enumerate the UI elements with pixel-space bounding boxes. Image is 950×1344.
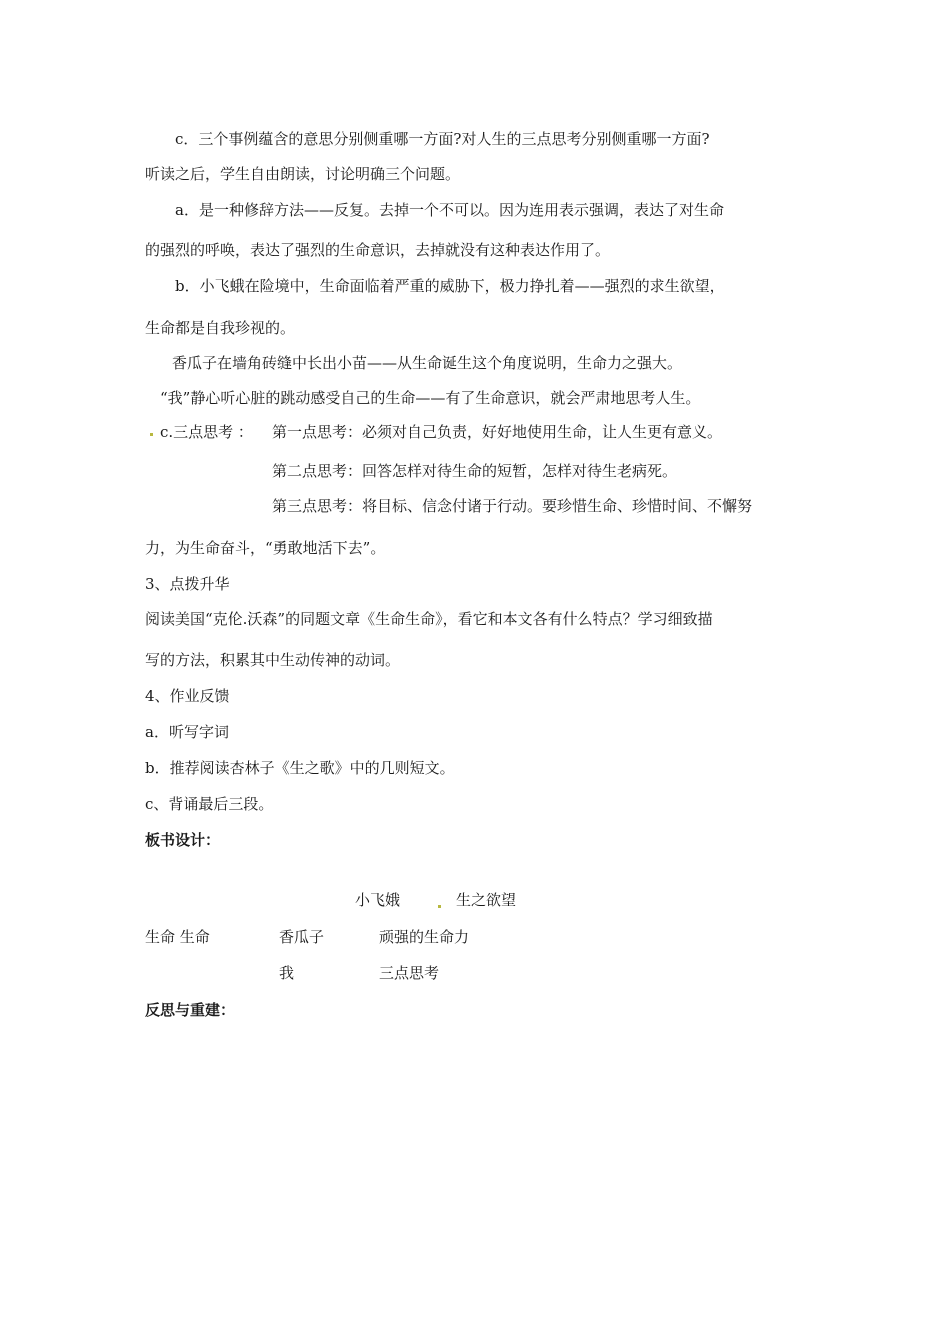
stray-mark — [438, 905, 441, 908]
board-item: 我 — [279, 964, 295, 982]
paragraph-line: 阅读美国“克伦.沃森”的同题文章《生命生命》，看它和本文各有什么特点？学习细致描 — [145, 610, 713, 628]
section-heading: 3、点拨升华 — [145, 575, 230, 593]
paragraph-line: a．是一种修辞方法——反复。去掉一个不可以。因为连用表示强调，表达了对生命 — [175, 201, 724, 219]
paragraph-line: c．三个事例蕴含的意思分别侧重哪一方面?对人生的三点思考分别侧重哪一方面? — [175, 130, 710, 148]
section-heading: 4、作业反馈 — [145, 687, 230, 705]
board-design-heading: 板书设计： — [145, 831, 221, 849]
reflection-heading: 反思与重建： — [145, 1001, 236, 1019]
paragraph-line: 写的方法，积累其中生动传神的动词。 — [145, 651, 401, 669]
board-item-meaning: 三点思考 — [379, 964, 440, 982]
board-item-meaning: 生之欲望 — [456, 891, 517, 909]
paragraph-line: c.三点思考 ： — [160, 423, 253, 441]
list-item: b．推荐阅读杏林子《生之歌》中的几则短文。 — [145, 759, 455, 777]
paragraph-line: 的强烈的呼唤，表达了强烈的生命意识，去掉就没有这种表达作用了。 — [145, 241, 611, 259]
paragraph-line: 香瓜子在墙角砖缝中长出小苗——从生命诞生这个角度说明，生命力之强大。 — [172, 354, 683, 372]
stray-mark — [150, 433, 153, 436]
paragraph-line: 生命都是自我珍视的。 — [145, 319, 296, 337]
paragraph-line: 听读之后，学生自由朗读，讨论明确三个问题。 — [145, 165, 461, 183]
paragraph-line: b．小飞蛾在险境中，生命面临着严重的威胁下，极力挣扎着——强烈的求生欲望， — [175, 277, 725, 295]
list-item: a．听写字词 — [145, 723, 229, 741]
board-item-meaning: 顽强的生命力 — [379, 928, 470, 946]
paragraph-line: 第三点思考：将目标、信念付诸于行动。要珍惜生命、珍惜时间、不懈努 — [272, 497, 753, 515]
paragraph-line: 第二点思考：回答怎样对待生命的短暂，怎样对待生老病死。 — [272, 462, 678, 480]
paragraph-line: 力，为生命奋斗，“勇敢地活下去”。 — [145, 539, 386, 557]
paragraph-line: 第一点思考：必须对自己负责，好好地使用生命，让人生更有意义。 — [272, 423, 723, 441]
board-item: 香瓜子 — [279, 928, 325, 946]
board-item: 小飞娥 — [355, 891, 401, 909]
board-center-title: 生命 生命 — [145, 928, 210, 946]
list-item: c、背诵最后三段。 — [145, 795, 274, 813]
paragraph-line: “我”静心听心脏的跳动感受自己的生命——有了生命意识，就会严肃地思考人生。 — [160, 389, 701, 407]
